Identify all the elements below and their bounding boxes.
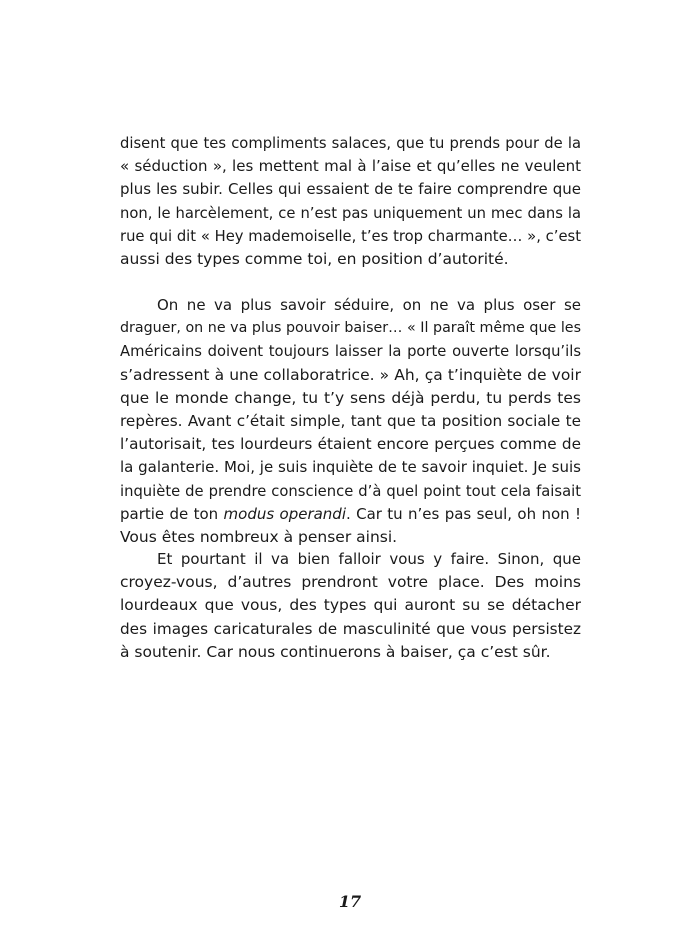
italic-term: modus operandi (223, 504, 346, 523)
paragraph-2 (120, 294, 581, 549)
text-line: draguer, on ne va plus pouvoir baiser… « Il paraît même que les (120, 320, 581, 337)
text-line: plus les subir. Celles qui essaient de te faire comprendre que (120, 180, 581, 199)
paragraph-1 (120, 132, 581, 271)
text-line: que le monde change, tu t’y sens déjà perdu, tu perds tes (120, 388, 581, 407)
text-line: Et pourtant il va bien falloir vous y faire. Sinon, que (157, 550, 581, 568)
text-line: des images caricaturales de masculinité que vous persistez (120, 619, 581, 638)
text-segment: partie de ton (120, 504, 224, 523)
text-line: non, le harcèlement, ce n’est pas uniquement un mec dans la (120, 204, 581, 222)
text-line: l’autorisait, tes lourdeurs étaient encore perçues comme de (120, 435, 581, 454)
text-line: croyez-vous, d’autres prendront votre place. Des moins (120, 573, 581, 592)
paragraph-3 (120, 548, 581, 664)
text-line: On ne va plus savoir séduire, on ne va plus oser se (157, 296, 581, 314)
text-line: lourdeaux que vous, des types qui auront su se détacher (120, 596, 581, 615)
text-line: repères. Avant c’était simple, tant que ta position sociale te (120, 412, 581, 431)
text-line: disent que tes compliments salaces, que tu prends pour de la (120, 135, 581, 152)
text-line: rue qui dit « Hey mademoiselle, t’es trop charmante… », c’est (120, 227, 581, 245)
text-line: s’adressent à une collaboratrice. » Ah, ça t’inquiète de voir (120, 365, 581, 384)
text-line: Vous êtes nombreux à penser ainsi. (120, 528, 398, 547)
text-line: à soutenir. Car nous continuerons à baiser, ça c’est sûr. (120, 642, 551, 661)
text-line: la galanterie. Moi, je suis inquiète de te savoir inquiet. Je suis (120, 458, 581, 477)
text-line: aussi des types comme toi, en position d’autorité. (120, 250, 509, 269)
text-segment: . Car tu n’es pas seul, oh non ! (346, 504, 581, 523)
text-line: inquiète de prendre conscience d’à quel point tout cela faisait (120, 482, 581, 500)
text-line (120, 503, 581, 526)
page-number: 17 (338, 892, 362, 911)
text-line: Américains doivent toujours laisser la porte ouverte lorsqu’ils (120, 343, 581, 361)
text-line: « séduction », les mettent mal à l’aise et qu’elles ne veulent (120, 157, 581, 176)
